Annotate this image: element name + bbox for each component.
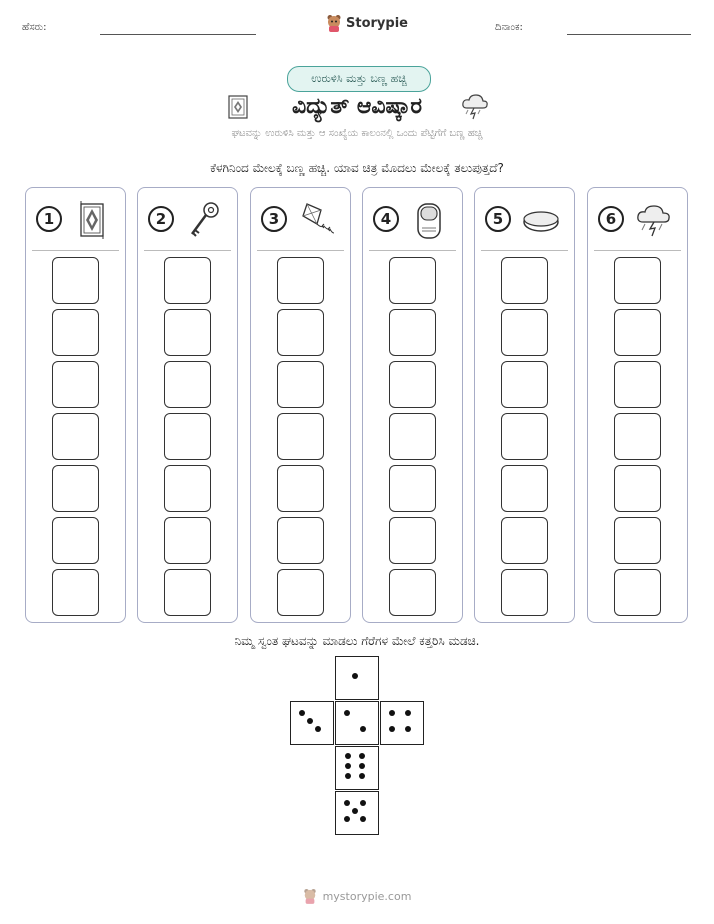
color-box[interactable] xyxy=(614,257,661,304)
cut-instructions: ನಿಮ್ಮ ಸ್ವಂತ ಘಟವನ್ನು ಮಾಡಲು ಗೆರೆಗಳ ಮೇಲೆ ಕತ್ತರಿಸಿ ಮಡಚಿ. xyxy=(234,634,480,648)
color-box[interactable] xyxy=(164,465,211,512)
dice-net xyxy=(290,656,424,836)
footer xyxy=(0,888,714,904)
color-box[interactable] xyxy=(389,517,436,564)
color-box[interactable] xyxy=(164,309,211,356)
column-number: 1 xyxy=(36,206,62,232)
soap-icon xyxy=(521,200,561,240)
column-number: 6 xyxy=(598,206,624,232)
color-box[interactable] xyxy=(614,569,661,616)
rug-icon xyxy=(72,200,112,240)
date-label: ದಿನಾಂಕ: xyxy=(495,22,523,33)
color-box[interactable] xyxy=(52,569,99,616)
page-title: ವಿದ್ಯುತ್ ಆವಿಷ್ಕಾರ xyxy=(291,94,423,119)
color-box[interactable] xyxy=(277,361,324,408)
color-box[interactable] xyxy=(277,257,324,304)
dice-face-2 xyxy=(335,701,379,745)
color-box[interactable] xyxy=(52,413,99,460)
footer-url[interactable]: mystorypie.com xyxy=(322,889,412,903)
color-box[interactable] xyxy=(52,361,99,408)
color-box[interactable] xyxy=(277,413,324,460)
color-box[interactable] xyxy=(501,361,548,408)
storypie-mascot-icon xyxy=(326,14,342,32)
color-box[interactable] xyxy=(389,257,436,304)
color-box[interactable] xyxy=(501,517,548,564)
name-label: ಹೆಸರು: xyxy=(22,22,47,33)
column-number: 5 xyxy=(485,206,511,232)
column-number: 4 xyxy=(373,206,399,232)
brand-logo xyxy=(326,14,408,32)
subtitle: ಘಟವನ್ನು ಉರುಳಿಸಿ ಮತ್ತು ಆ ಸಂಖ್ಯೆಯ ಕಾಲಂನಲ್ಲಿ ಒಂದು ಪೆಟ್ಟಿಗೆಗೆ ಬಣ್ಣ ಹಚ್ಚಿ xyxy=(231,128,483,139)
column-number: 2 xyxy=(148,206,174,232)
storm-cloud-icon xyxy=(634,200,674,240)
name-line[interactable] xyxy=(100,34,256,35)
column-5 xyxy=(474,187,575,623)
color-box[interactable] xyxy=(501,257,548,304)
color-box[interactable] xyxy=(164,569,211,616)
color-box[interactable] xyxy=(389,569,436,616)
color-box[interactable] xyxy=(501,413,548,460)
color-box[interactable] xyxy=(501,569,548,616)
color-box[interactable] xyxy=(389,465,436,512)
activity-badge: ಉರುಳಿಸಿ ಮತ್ತು ಬಣ್ಣ ಹಚ್ಚಿ xyxy=(287,66,431,92)
color-box[interactable] xyxy=(277,569,324,616)
storm-cloud-icon xyxy=(460,92,490,120)
color-box[interactable] xyxy=(389,413,436,460)
color-box[interactable] xyxy=(614,413,661,460)
color-box[interactable] xyxy=(277,309,324,356)
brand-name: Storypie xyxy=(346,15,408,31)
color-box[interactable] xyxy=(389,309,436,356)
dice-face-1 xyxy=(335,656,379,700)
color-box[interactable] xyxy=(52,309,99,356)
color-box[interactable] xyxy=(501,309,548,356)
color-box[interactable] xyxy=(389,361,436,408)
color-box[interactable] xyxy=(52,465,99,512)
storypie-mascot-icon xyxy=(303,888,317,904)
color-box[interactable] xyxy=(501,465,548,512)
color-box[interactable] xyxy=(277,465,324,512)
kite-icon xyxy=(297,200,337,240)
column-4 xyxy=(362,187,463,623)
key-icon xyxy=(184,200,224,240)
dice-face-5 xyxy=(335,791,379,835)
color-box[interactable] xyxy=(164,413,211,460)
color-box[interactable] xyxy=(614,465,661,512)
color-box[interactable] xyxy=(277,517,324,564)
color-box[interactable] xyxy=(614,517,661,564)
date-line[interactable] xyxy=(567,34,691,35)
dice-face-3 xyxy=(290,701,334,745)
column-1 xyxy=(25,187,126,623)
color-box[interactable] xyxy=(164,517,211,564)
color-box[interactable] xyxy=(614,309,661,356)
finger-icon xyxy=(409,200,449,240)
color-box[interactable] xyxy=(52,257,99,304)
column-6 xyxy=(587,187,688,623)
question: ಕೆಳಗಿನಿಂದ ಮೇಲಕ್ಕೆ ಬಣ್ಣ ಹಚ್ಚಿ. ಯಾವ ಚಿತ್ರ ಮೊದಲು ಮೇಲಕ್ಕೆ ತಲುಪುತ್ತದೆ? xyxy=(210,161,504,175)
color-box[interactable] xyxy=(164,257,211,304)
color-box[interactable] xyxy=(164,361,211,408)
dice-face-4 xyxy=(380,701,424,745)
color-box[interactable] xyxy=(614,361,661,408)
color-box[interactable] xyxy=(52,517,99,564)
column-number: 3 xyxy=(261,206,287,232)
column-3 xyxy=(250,187,351,623)
column-2 xyxy=(137,187,238,623)
dice-face-6 xyxy=(335,746,379,790)
